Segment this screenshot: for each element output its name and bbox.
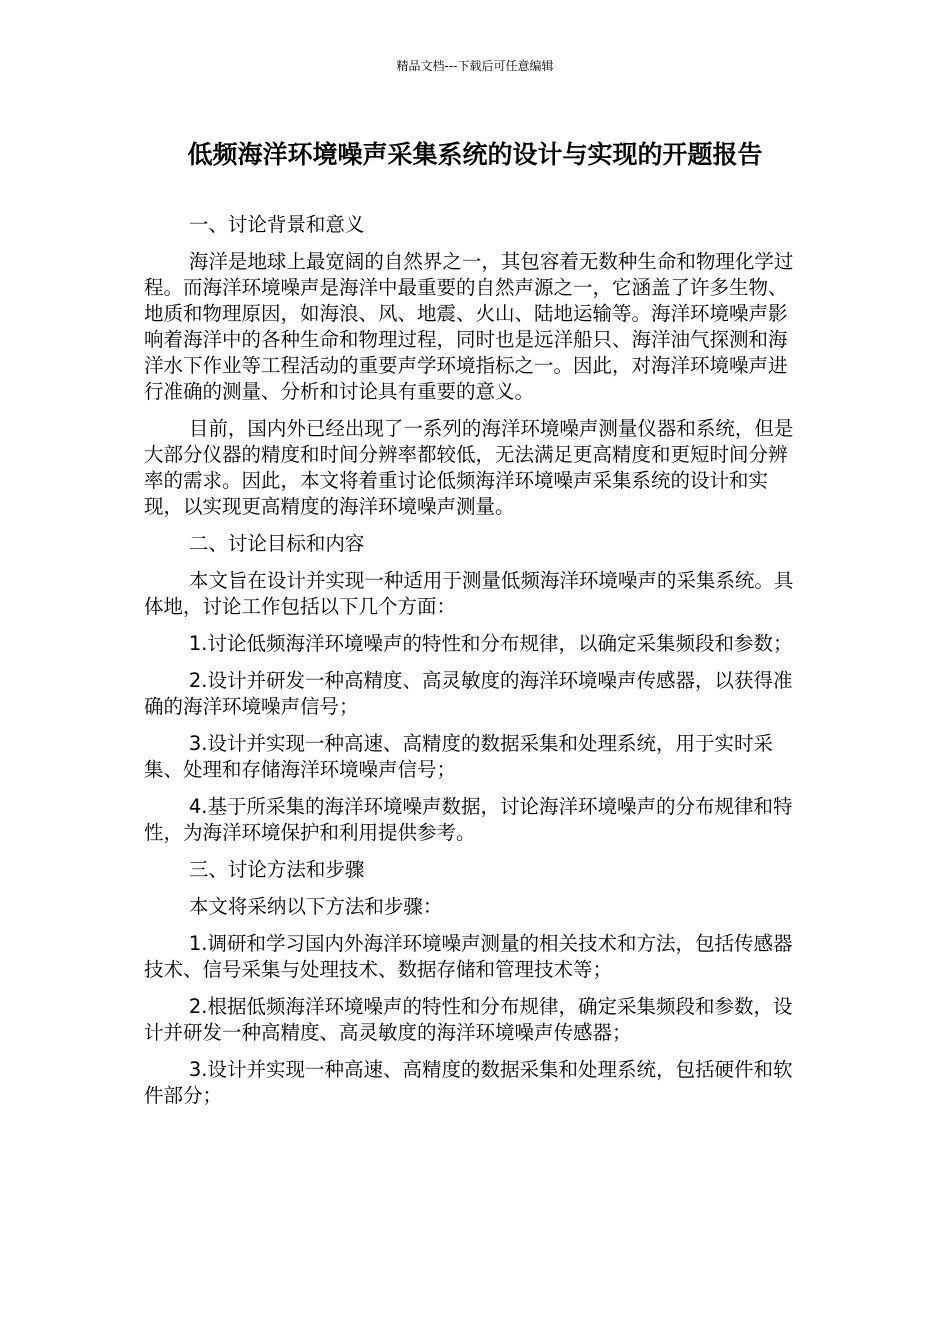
- list-item: 1.调研和学习国内外海洋环境噪声测量的相关技术和方法，包括传感器技术、信号采集与处理技术、数据存储和管理技术等；: [144, 932, 793, 981]
- section-heading: 三、讨论方法和步骤: [188, 858, 365, 881]
- document-title: 低频海洋环境噪声采集系统的设计与实现的开题报告: [187, 140, 763, 169]
- header-note: 精品文档---下载后可任意编辑: [396, 59, 554, 73]
- paragraph: 目前，国内外已经出现了一系列的海洋环境噪声测量仪器和系统，但是大部分仪器的精度和时间分辨率都较低，无法满足更高精度和更短时间分辨率的需求。因此，本文将着重讨论低频海洋环境噪声采集系统的设计和实现，以实现更高精度的海洋环境噪声测量。: [144, 417, 794, 518]
- list-item: 1.讨论低频海洋环境噪声的特性和分布规律，以确定采集频段和参数；: [188, 632, 793, 655]
- list-item: 4.基于所采集的海洋环境噪声数据，讨论海洋环境噪声的分布规律和特性，为海洋环境保护和利用提供参考。: [144, 795, 793, 844]
- list-item: 3.设计并实现一种高速、高精度的数据采集和处理系统，包括硬件和软件部分；: [144, 1058, 793, 1107]
- section-goals: [144, 531, 800, 846]
- section-methods: [144, 857, 800, 1109]
- list-item: 2.根据低频海洋环境噪声的特性和分布规律，确定采集频段和参数，设计并研发一种高精度、高灵敏度的海洋环境噪声传感器；: [144, 995, 793, 1044]
- paragraph: 本文旨在设计并实现一种适用于测量低频海洋环境噪声的采集系统。具体地，讨论工作包括以下几个方面：: [144, 569, 794, 618]
- list-item: 2.设计并研发一种高精度、高灵敏度的海洋环境噪声传感器，以获得准确的海洋环境噪声信号；: [144, 669, 793, 718]
- document-body: [144, 212, 800, 1120]
- paragraph: 本文将采纳以下方法和步骤：: [188, 895, 443, 918]
- section-heading: 二、讨论目标和内容: [188, 532, 365, 555]
- list-item: 3.设计并实现一种高速、高精度的数据采集和处理系统，用于实时采集、处理和存储海洋环境噪声信号；: [144, 732, 773, 781]
- section-background: [144, 212, 800, 520]
- paragraph: 海洋是地球上最宽阔的自然界之一，其包容着无数种生命和物理化学过程。而海洋环境噪声是海洋中最重要的自然声源之一，它涵盖了许多生物、地质和物理原因，如海浪、风、地震、火山、陆地运输等。海洋环境噪声影响着海洋中的各种生命和物理过程，同时也是远洋船只、海洋油气探测和海洋水下作业等工程活动的重要声学环境指标之一。因此，对海洋环境噪声进行准确的测量、分析和讨论具有重要的意义。: [144, 250, 794, 403]
- section-heading: 一、讨论背景和意义: [188, 213, 365, 236]
